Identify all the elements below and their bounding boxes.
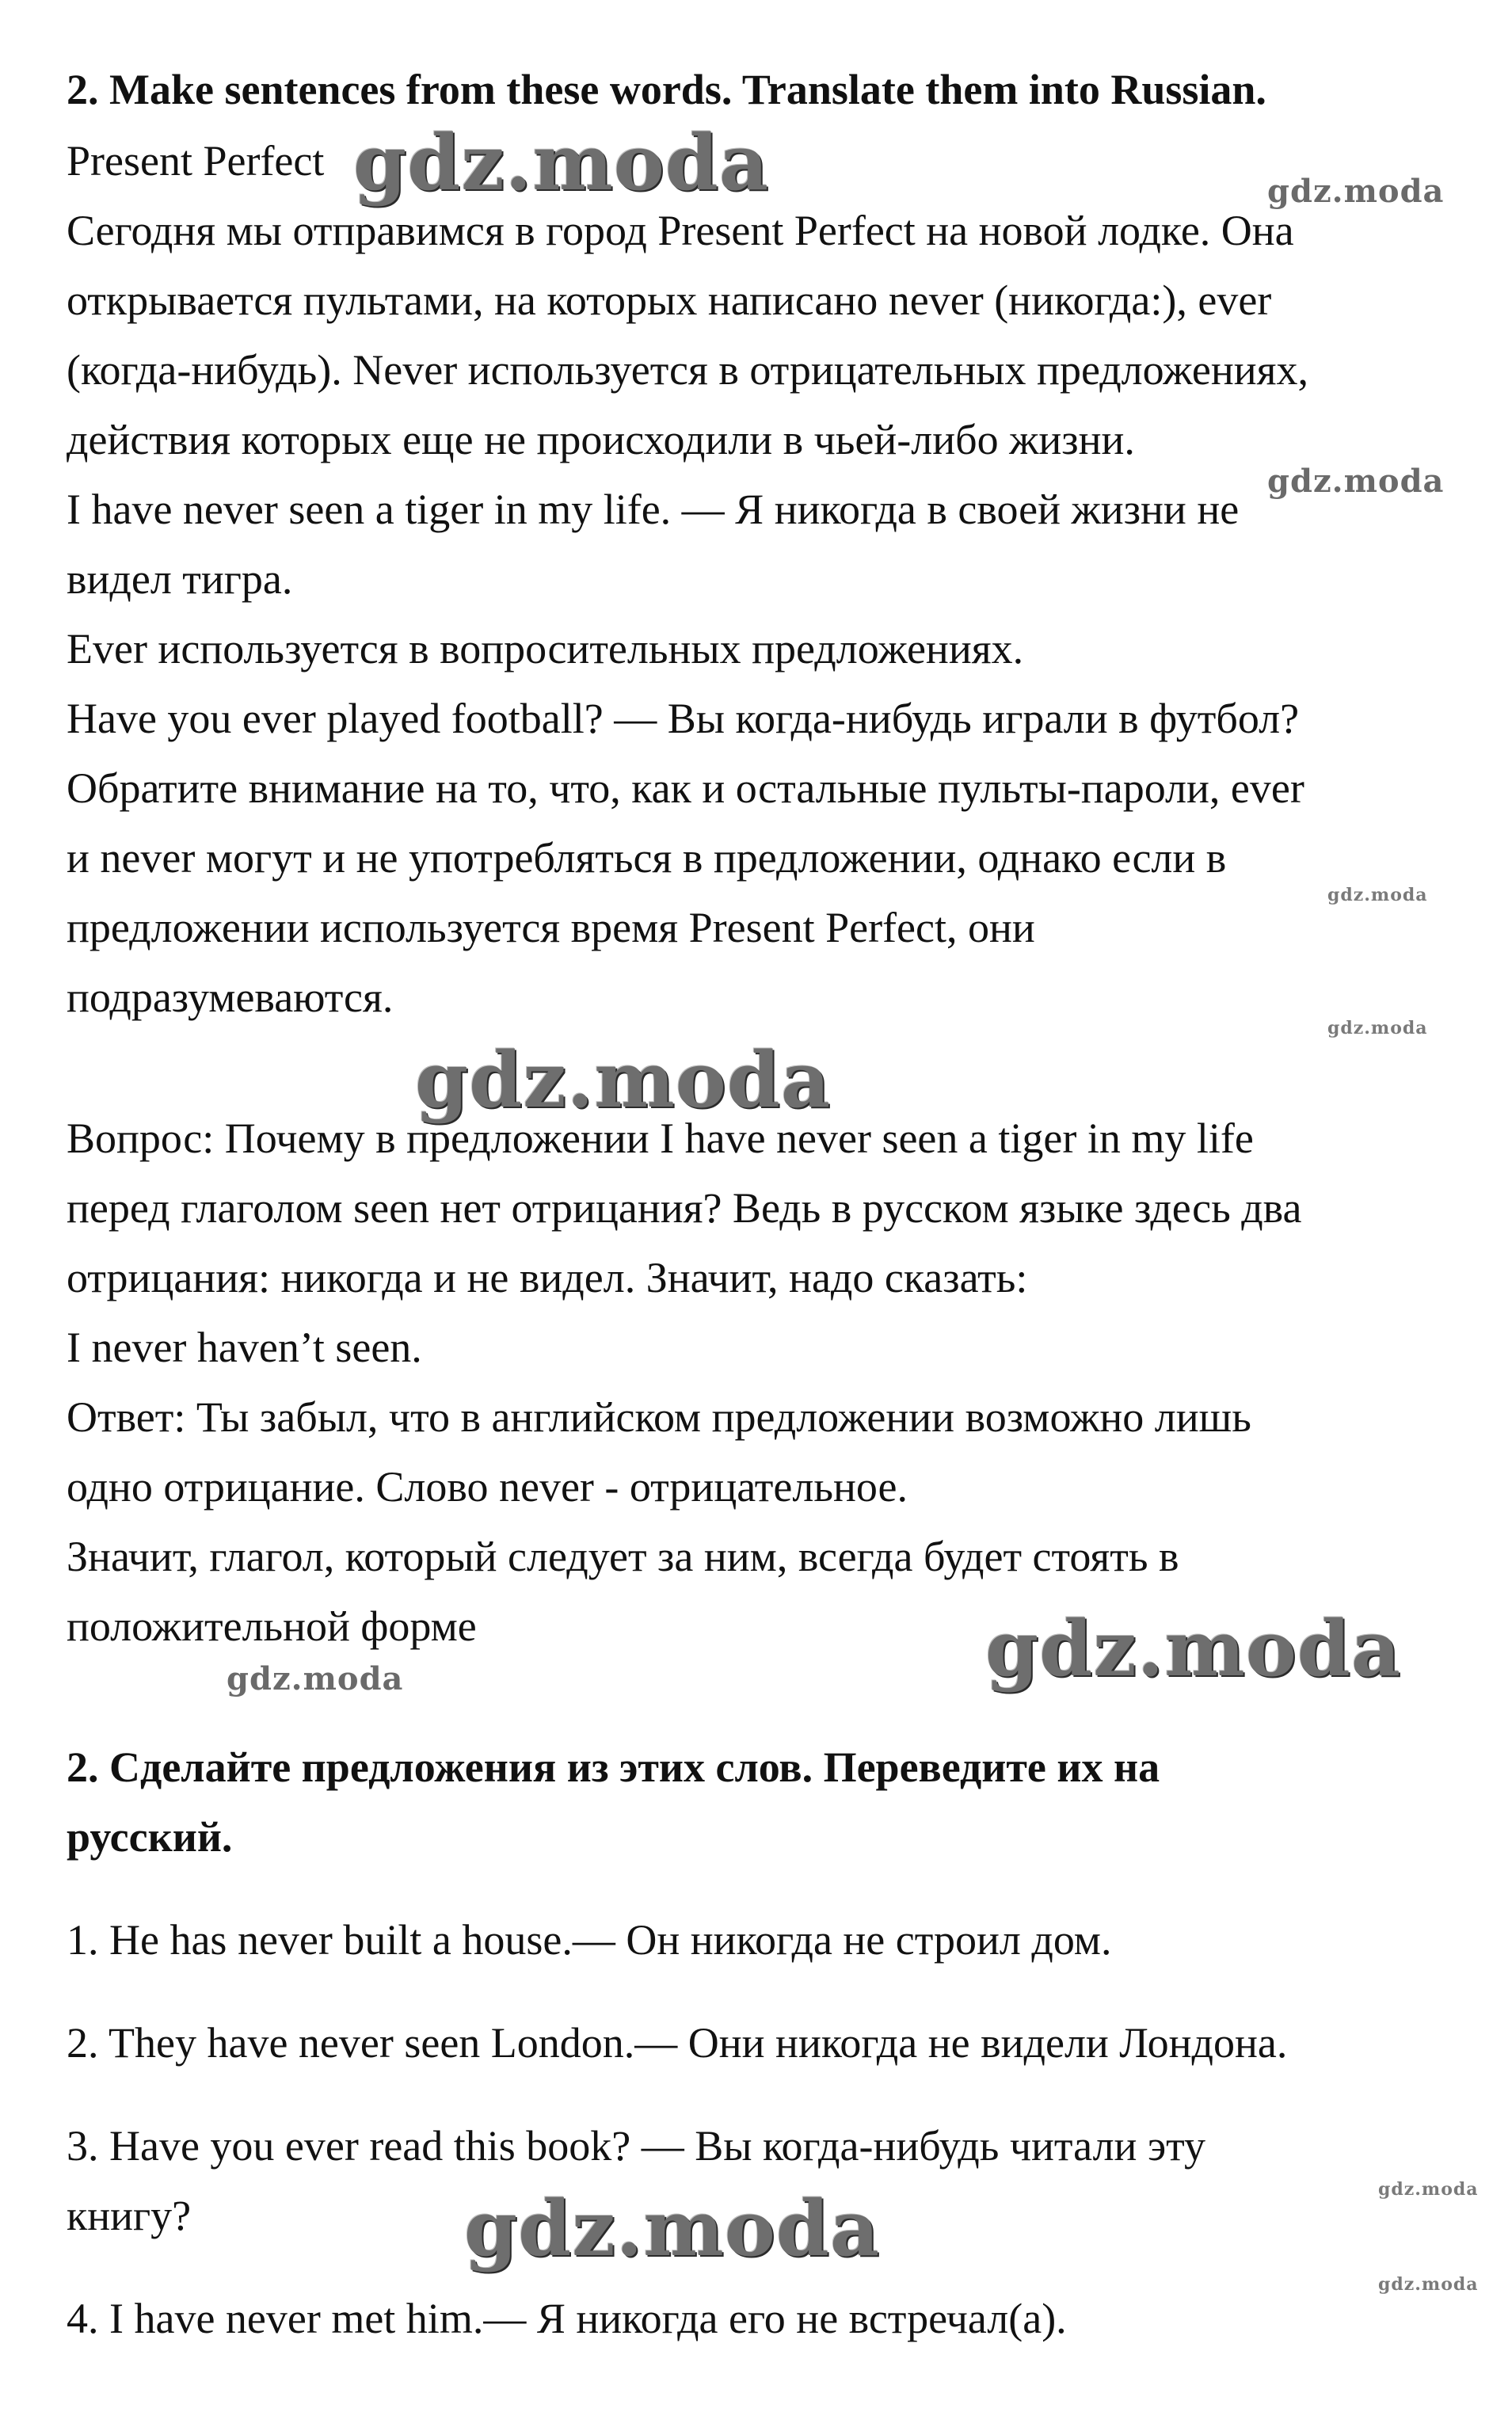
theory-line: I have never seen a tiger in my life. — Я никогда в своей жизни не [67,486,1240,533]
theory-line: Сегодня мы отправимся в город Present Perfect на новой лодке. Она [67,207,1294,254]
qa-line: Значит, глагол, который следует за ним, всегда будет стоять в [67,1533,1179,1580]
watermark: gdz.moda [1378,2179,1479,2200]
watermark: gdz.moda [1327,1018,1428,1038]
watermark: gdz.moda [1267,173,1445,210]
theory-line: и never могут и не употребляться в предложении, однако если в [67,834,1227,882]
watermark: gdz.moda [464,2184,881,2273]
qa-line: Ответ: Ты забыл, что в английском предложении возможно лишь [67,1393,1251,1441]
qa-line: I never haven’t seen. [67,1324,422,1371]
answer-item: 3. Have you ever read this book? — Вы когда-нибудь читали эту [67,2122,1206,2170]
theory-line: видел тигра. [67,555,293,603]
watermark: gdz.moda [1327,885,1428,905]
theory-line: (когда-нибудь). Never используется в отрицательных предложениях, [67,346,1308,394]
watermark: gdz.moda [353,118,770,208]
answer-item: книгу? [67,2192,192,2239]
theory-line: предложении используется время Present Perfect, они [67,904,1035,951]
theory-line: действия которых еще не происходили в чьей-либо жизни. [67,416,1135,463]
theory-line: Ever используется в вопросительных предложениях. [67,625,1024,672]
theory-heading: Present Perfect [67,137,325,185]
task-title-ru: 2. Сделайте предложения из этих слов. Переведите их на [67,1743,1160,1791]
watermark: gdz.moda [415,1035,832,1125]
watermark: gdz.moda [1378,2274,1479,2295]
qa-line: одно отрицание. Слово never - отрицательное. [67,1463,908,1511]
answer-item: 4. I have never met him.— Я никогда его не встречал(а). [67,2295,1067,2342]
watermark: gdz.moda [985,1604,1402,1694]
answer-item: 1. He has never built a house.— Он никогда не строил дом. [67,1916,1112,1964]
watermark: gdz.moda [227,1660,404,1697]
theory-line: Обратите внимание на то, что, как и остальные пульты-пароли, ever [67,764,1304,812]
theory-line: Have you ever played football? — Вы когда-нибудь играли в футбол? [67,695,1300,742]
qa-line: отрицания: никогда и не видел. Значит, надо сказать: [67,1254,1028,1301]
task-title-ru: русский. [67,1813,233,1861]
qa-line: Вопрос: Почему в предложении I have never seen a tiger in my life [67,1114,1254,1162]
watermark: gdz.moda [1267,463,1445,500]
qa-line: перед глаголом seen нет отрицания? Ведь в русском языке здесь два [67,1184,1302,1232]
qa-line: положительной форме [67,1602,477,1650]
task-title: 2. Make sentences from these words. Translate them into Russian. [67,66,1266,113]
answer-item: 2. They have never seen London.— Они никогда не видели Лондона. [67,2019,1288,2067]
theory-line: открывается пультами, на которых написано never (никогда:), ever [67,276,1272,324]
theory-line: подразумеваются. [67,973,394,1021]
